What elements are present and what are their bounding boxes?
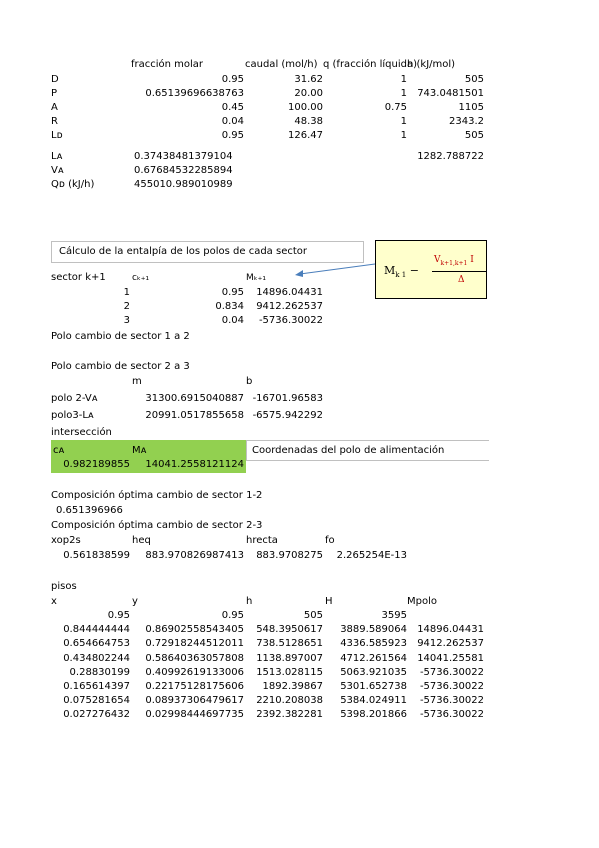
pisos-cell: 0.654664753 [63,638,130,650]
pisos-cell: 5398.201866 [340,709,407,721]
pisos-cell: 2392.382281 [256,709,323,721]
pisos-cell: 0.434802244 [63,652,130,664]
pisos-cell: 0.165614397 [63,681,130,692]
intersection-label: intersección [51,427,112,438]
pisos-cell: 4336.585923 [340,638,407,650]
pisos-cell: 9412.262537 [417,638,484,650]
header-molar-fraction: fracción molar [131,59,204,70]
pisos-cell: 1513.028115 [256,666,323,678]
stream-fraction: 0.45 [221,102,244,113]
stream-fraction: 0.67684532285894 [134,165,233,176]
stream-enthalpy: 505 [464,130,484,141]
stream-name: Lᴀ [51,151,63,162]
stream-flow: 100.00 [288,102,323,113]
pisos-cell: 1138.897007 [256,652,323,664]
stream-enthalpy: 1105 [458,102,484,113]
feed-pole-caption: Coordenadas del polo de alimentación [252,445,445,456]
pisos-cell: 3889.589064 [340,624,407,636]
pisos-cell: 0.40992619133006 [145,666,244,678]
pisos-cell: 0.28830199 [69,666,130,678]
polo-b: -16701.96583 [252,393,323,404]
pisos-cell: 0.844444444 [63,624,130,636]
header-q: q (fracción líquida) [323,59,417,70]
formula-denominator: Δ [458,275,465,285]
polo-m: 20991.0517855658 [145,410,244,421]
header-q-clip [323,59,407,71]
pisos-H-header: H [325,596,333,607]
polo-label: polo 2-Vᴀ [51,393,98,404]
sector-m: 9412.262537 [256,301,323,312]
stream-name: Lᴅ [51,130,63,141]
stream-name: R [51,116,58,127]
feed-pole-c-value: 0.982189855 [63,459,130,470]
pisos-cell: -5736.30022 [419,681,484,692]
pisos-cell: 0.72918244512011 [145,638,244,650]
polo-12-label: Polo cambio de sector 1 a 2 [51,331,190,342]
stream-q: 1 [400,88,407,99]
stream-flow: 126.47 [288,130,323,141]
pisos-y-header: y [132,596,138,607]
pisos-cell: 0.08937306479617 [145,695,244,707]
polo-m: 31300.6915040887 [145,393,244,404]
pisos-cell: 4712.261564 [340,652,407,664]
sector-number: 3 [123,315,130,326]
polo-label: polo3-Lᴀ [51,410,94,421]
stream-enthalpy: 505 [464,74,484,85]
stream-name: Vᴀ [51,165,64,176]
pisos-cell: 2210.208038 [256,695,323,707]
stream-flow: 31.62 [294,74,323,85]
stream-q: 1 [400,116,407,127]
polo-b-header: b [246,376,253,387]
pisos-cell: 0.075281654 [63,695,130,707]
sector-c: 0.95 [221,287,244,298]
polo-23-label: Polo cambio de sector 2 a 3 [51,361,190,372]
pisos-cell: 5384.024911 [340,695,407,707]
pisos-cell: 0.22175128175606 [145,681,244,692]
sector-m: -5736.30022 [258,315,323,326]
pisos-cell: -5736.30022 [419,666,484,678]
pisos-cell: 1892.39867 [262,681,323,692]
hrecta-value: 883.9708275 [256,550,323,561]
heq-value: 883.970826987413 [145,550,244,561]
optimal-12-value: 0.651396966 [56,505,123,516]
formula-numerator: $V_{k+1,k+1}$ I [434,255,474,267]
xop2s-value: 0.561838599 [63,550,130,561]
polo-b: -6575.942292 [252,410,323,421]
heq-header: heq [132,535,151,546]
pisos-cell: -5736.30022 [419,695,484,707]
sector-c: 0.834 [215,301,244,312]
stream-fraction: 0.04 [221,116,244,127]
stream-enthalpy: 743.0481501 [417,88,484,99]
stream-q: 1 [400,74,407,85]
stream-fraction: 0.95 [221,130,244,141]
formula-box [375,240,487,299]
pisos-cell: 5301.652738 [340,681,407,692]
pisos-cell: 0.95 [107,610,130,621]
formula-lhs: $M_k$ $_1$ − [384,264,419,280]
stream-name: Qᴅ (kJ/h) [51,179,95,190]
sector-m: 14896.04431 [256,287,323,298]
fo-value: 2.265254E-13 [336,550,407,561]
stream-enthalpy: 1282.788722 [417,151,484,162]
pisos-cell: 3595 [381,610,407,621]
pisos-cell: 548.3950617 [256,624,323,636]
pisos-cell: -5736.30022 [419,709,484,721]
stream-flow: 48.38 [294,116,323,127]
stream-fraction: 0.95 [221,74,244,85]
stream-name: A [51,102,58,113]
pisos-cell: 505 [303,610,323,621]
feed-pole-c-header: cᴀ [53,445,65,456]
pisos-cell: 14896.04431 [417,624,484,636]
feed-pole-caption-box [246,440,489,461]
stream-fraction: 0.65139696638763 [145,88,244,99]
pisos-mpolo-header: Mpolo [407,596,437,607]
arrow-pointer [290,260,380,280]
formula-fraction-bar [432,271,487,272]
stream-q: 0.75 [384,102,407,113]
sector-number: 2 [123,301,130,312]
stream-q: 1 [400,130,407,141]
hrecta-header: hrecta [246,535,278,546]
mk1-header: Mₖ₊₁ [246,273,266,283]
stream-name: P [51,88,58,99]
pisos-h-header: h [246,596,253,607]
stream-name: D [51,74,59,85]
pisos-cell: 0.95 [221,610,244,621]
pisos-cell: 5063.921035 [340,666,407,678]
pisos-cell: 0.58640363057808 [145,652,244,664]
pisos-cell: 0.86902558543405 [145,624,244,636]
pisos-label: pisos [51,581,77,592]
sector-c: 0.04 [221,315,244,326]
optimal-12-label: Composición óptima cambio de sector 1-2 [51,490,263,501]
stream-fraction: 455010.989010989 [134,179,233,190]
pisos-cell: 0.02998444697735 [145,709,244,721]
header-flow: caudal (mol/h) [245,59,318,70]
stream-flow: 20.00 [294,88,323,99]
pisos-cell: 0.027276432 [63,709,130,721]
sector-number: 1 [123,287,130,298]
optimal-23-label: Composición óptima cambio de sector 2-3 [51,520,263,531]
pisos-cell: 738.5128651 [256,638,323,650]
feed-pole-m-value: 14041.2558121124 [145,459,244,470]
pisos-x-header: x [51,596,57,607]
stream-fraction: 0.37438481379104 [134,151,233,162]
fo-header: fo [325,535,335,546]
ck1-header: cₖ₊₁ [132,273,150,283]
pisos-cell: 14041.25581 [417,652,484,664]
section-title: Cálculo de la entalpía de los polos de cada sector [59,246,307,257]
stream-enthalpy: 2343.2 [449,116,484,127]
feed-pole-m-header: Mᴀ [132,445,147,456]
header-enthalpy: h (kJ/mol) [407,59,456,70]
polo-m-header: m [132,376,142,387]
xop2s-header: xop2s [51,535,81,546]
sector-header: sector k+1 [51,272,106,283]
